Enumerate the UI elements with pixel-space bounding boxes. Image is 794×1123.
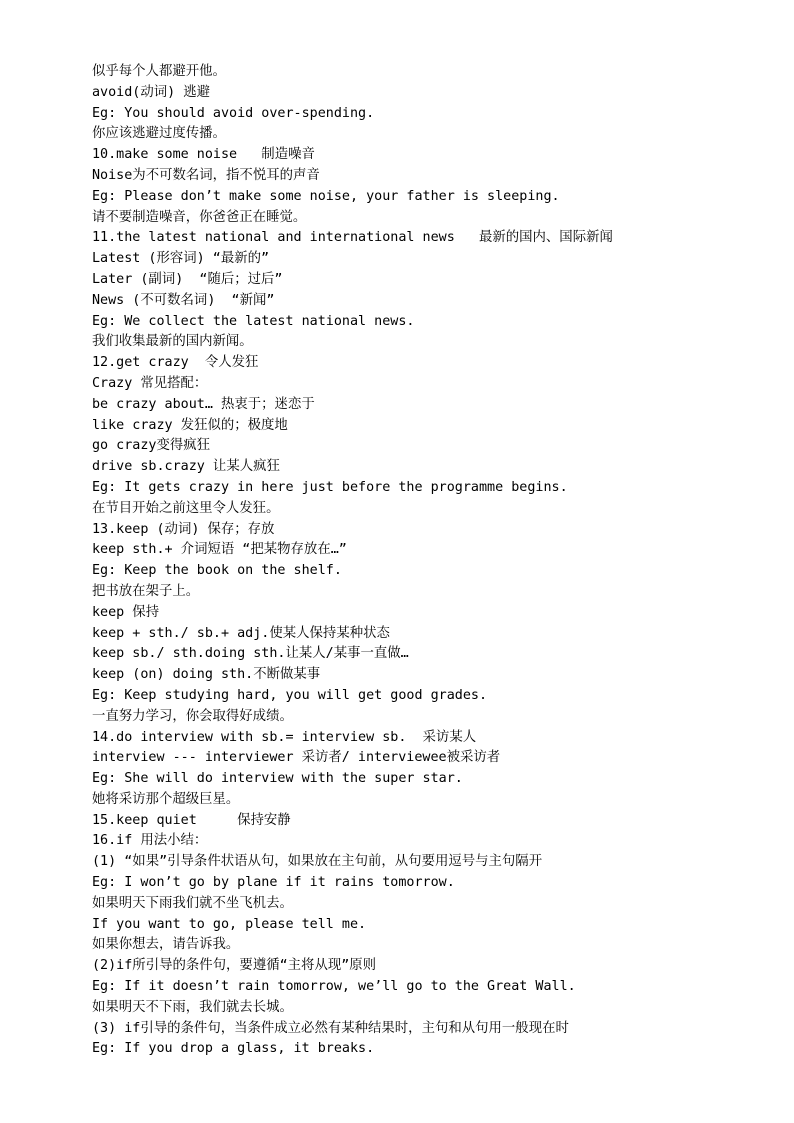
text-line: keep sth.+ 介词短语 “把某物存放在…” <box>92 542 347 558</box>
text-line: Noise为不可数名词，指不悦耳的声音 <box>92 167 320 183</box>
text-line: 12.get crazy 令人发狂 <box>92 355 259 371</box>
text-line: 在节目开始之前这里令人发狂。 <box>92 500 280 516</box>
text-line: keep sb./ sth.doing sth.让某人/某事一直做… <box>92 646 409 662</box>
text-line: Eg: Keep studying hard, you will get good grades. <box>92 687 488 703</box>
text-line: 如果你想去，请告诉我。 <box>92 937 240 953</box>
text-line: News (不可数名词) “新闻” <box>92 292 275 308</box>
text-line: Eg: It gets crazy in here just before the programme begins. <box>92 479 568 495</box>
text-line: (3) if引导的条件句，当条件成立必然有某种结果时，主句和从句用一般现在时 <box>92 1020 569 1036</box>
text-line: drive sb.crazy 让某人疯狂 <box>92 459 280 475</box>
text-line: be crazy about… 热衷于；迷恋于 <box>92 396 315 412</box>
text-line: 请不要制造噪音，你爸爸正在睡觉。 <box>92 209 307 225</box>
text-line: 一直努力学习，你会取得好成绩。 <box>92 708 293 724</box>
text-line: Eg: You should avoid over-spending. <box>92 105 375 121</box>
text-line: Eg: Keep the book on the shelf. <box>92 563 342 579</box>
text-line: keep 保持 <box>92 604 160 620</box>
text-line: 把书放在架子上。 <box>92 583 200 599</box>
text-line: 你应该逃避过度传播。 <box>92 126 226 142</box>
document-body <box>92 62 772 1060</box>
text-line: keep + sth./ sb.+ adj.使某人保持某种状态 <box>92 625 390 641</box>
text-line: Latest (形容词) “最新的” <box>92 251 270 267</box>
text-line: 14.do interview with sb.= interview sb. 采访某人 <box>92 729 477 745</box>
text-line: 16.if 用法小结： <box>92 833 208 849</box>
text-line: 如果明天不下雨，我们就去长城。 <box>92 999 293 1015</box>
text-line: 11.the latest national and international news 最新的国内、国际新闻 <box>92 230 613 246</box>
text-line: Crazy 常见搭配： <box>92 375 208 391</box>
text-line: 她将采访那个超级巨星。 <box>92 791 240 807</box>
text-line: like crazy 发狂似的；极度地 <box>92 417 288 433</box>
text-line: (1) “如果”引导条件状语从句，如果放在主句前，从句要用逗号与主句隔开 <box>92 854 543 870</box>
text-line: Eg: We collect the latest national news. <box>92 313 415 329</box>
text-line: 10.make some noise 制造噪音 <box>92 147 315 163</box>
text-line: Eg: She will do interview with the super star. <box>92 771 463 787</box>
text-line: Eg: If you drop a glass, it breaks. <box>92 1041 375 1057</box>
text-line: avoid(动词) 逃避 <box>92 84 211 100</box>
text-line: go crazy变得疯狂 <box>92 438 211 454</box>
text-line: 似乎每个人都避开他。 <box>92 64 226 79</box>
text-line: interview --- interviewer 采访者/ interviewee被采访者 <box>92 750 501 766</box>
text-line: 如果明天下雨我们就不坐飞机去。 <box>92 895 293 911</box>
text-line: Eg: If it doesn’t rain tomorrow, we’ll go to the Great Wall. <box>92 979 576 995</box>
text-line: Eg: Please don’t make some noise, your father is sleeping. <box>92 188 560 204</box>
text-line: 15.keep quiet 保持安静 <box>92 812 291 828</box>
text-line: keep (on) doing sth.不断做某事 <box>92 667 321 683</box>
text-line: If you want to go, please tell me. <box>92 916 367 932</box>
text-line: Eg: I won’t go by plane if it rains tomorrow. <box>92 875 455 891</box>
text-line: 13.keep (动词) 保存；存放 <box>92 521 275 537</box>
text-line: (2)if所引导的条件句，要遵循“主将从现”原则 <box>92 958 377 974</box>
text-line: 我们收集最新的国内新闻。 <box>92 334 253 350</box>
text-line: Later (副词) “随后；过后” <box>92 271 283 287</box>
